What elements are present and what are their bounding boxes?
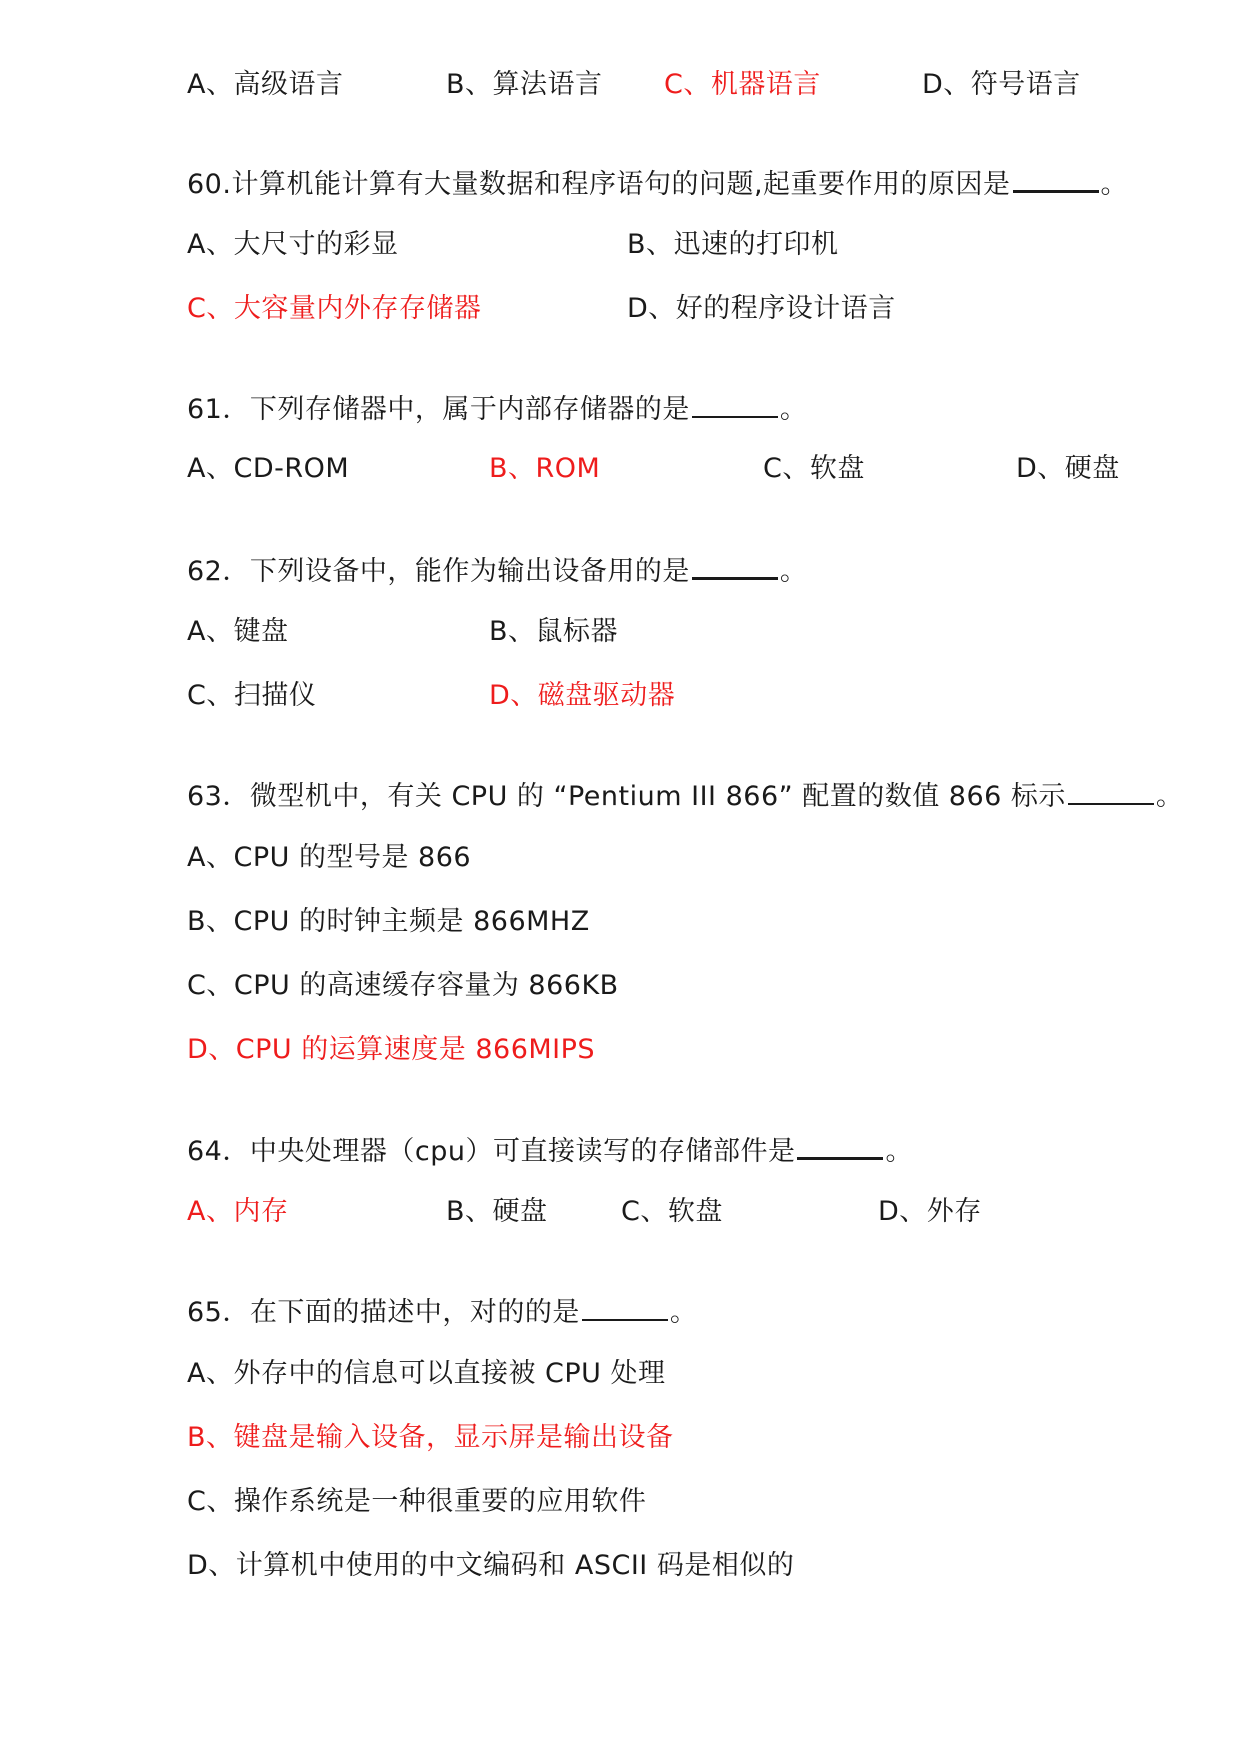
q64-stem: 64．中央处理器（cpu）可直接读写的存储部件是 xyxy=(187,1136,796,1167)
q62-stem-end: 。 xyxy=(779,556,808,587)
q62-answer-blank xyxy=(692,551,778,580)
q63-option-d-correct: D、CPU 的运算速度是 866MIPS xyxy=(187,1034,596,1065)
q60-stem-line xyxy=(187,164,1128,202)
q63-stem-end: 。 xyxy=(1155,781,1184,812)
q65-option-b-correct: B、键盘是输入设备，显示屏是输出设备 xyxy=(187,1422,674,1453)
q64-answer-blank xyxy=(797,1131,883,1160)
q59-option-a: A、高级语言 xyxy=(187,69,344,100)
q62-stem-line xyxy=(187,551,807,589)
q59-option-c-correct: C、机器语言 xyxy=(664,69,821,100)
q62-stem: 62．下列设备中，能作为输出设备用的是 xyxy=(187,556,690,587)
q61-answer-blank xyxy=(692,390,778,418)
q62-option-c: C、扫描仪 xyxy=(187,680,317,711)
q63-option-b: B、CPU 的时钟主频是 866MHZ xyxy=(187,906,590,937)
q65-option-c: C、操作系统是一种很重要的应用软件 xyxy=(187,1486,647,1517)
q61-option-a: A、CD-ROM xyxy=(187,453,350,484)
q61-stem-line xyxy=(187,390,807,427)
q64-stem-line xyxy=(187,1131,913,1169)
q61-option-d: D、硬盘 xyxy=(1016,453,1120,484)
q60-option-c-correct: C、大容量内外存存储器 xyxy=(187,293,482,324)
q61-stem-end: 。 xyxy=(779,394,808,425)
q63-option-a: A、CPU 的型号是 866 xyxy=(187,842,472,873)
q60-stem-end: 。 xyxy=(1100,169,1129,200)
q64-option-b: B、硬盘 xyxy=(446,1196,548,1227)
q62-option-a: A、键盘 xyxy=(187,616,289,647)
q64-stem-end: 。 xyxy=(885,1136,913,1167)
q60-stem: 60.计算机能计算有大量数据和程序语句的问题,起重要作用的原因是 xyxy=(187,169,1011,200)
q59-option-b: B、算法语言 xyxy=(446,69,603,100)
q63-stem-line xyxy=(187,777,1183,814)
q63-answer-blank xyxy=(1068,777,1154,805)
q63-stem: 63．微型机中，有关 CPU 的 “Pentium III 866” 配置的数值 866 标示 xyxy=(187,781,1066,812)
q61-option-b-correct: B、ROM xyxy=(489,453,601,484)
q65-option-a: A、外存中的信息可以直接被 CPU 处理 xyxy=(187,1358,666,1389)
q65-stem: 65．在下面的描述中，对的的是 xyxy=(187,1297,580,1328)
q65-stem-end: 。 xyxy=(669,1297,698,1328)
q64-option-c: C、软盘 xyxy=(621,1196,723,1227)
q64-option-d: D、外存 xyxy=(878,1196,982,1227)
q64-option-a-correct: A、内存 xyxy=(187,1196,289,1227)
q65-answer-blank xyxy=(582,1293,668,1321)
q60-option-b: B、迅速的打印机 xyxy=(627,229,839,260)
q61-stem: 61．下列存储器中，属于内部存储器的是 xyxy=(187,394,690,425)
q59-option-d: D、符号语言 xyxy=(922,69,1081,100)
q62-option-d-correct: D、磁盘驱动器 xyxy=(489,680,676,711)
q62-option-b: B、鼠标器 xyxy=(489,616,619,647)
q60-option-a: A、大尺寸的彩显 xyxy=(187,229,399,260)
q60-option-d: D、好的程序设计语言 xyxy=(627,293,896,324)
q63-option-c: C、CPU 的高速缓存容量为 866KB xyxy=(187,970,619,1001)
q61-option-c: C、软盘 xyxy=(763,453,865,484)
q65-stem-line xyxy=(187,1293,697,1330)
q60-answer-blank xyxy=(1013,164,1099,193)
q65-option-d: D、计算机中使用的中文编码和 ASCII 码是相似的 xyxy=(187,1550,795,1581)
